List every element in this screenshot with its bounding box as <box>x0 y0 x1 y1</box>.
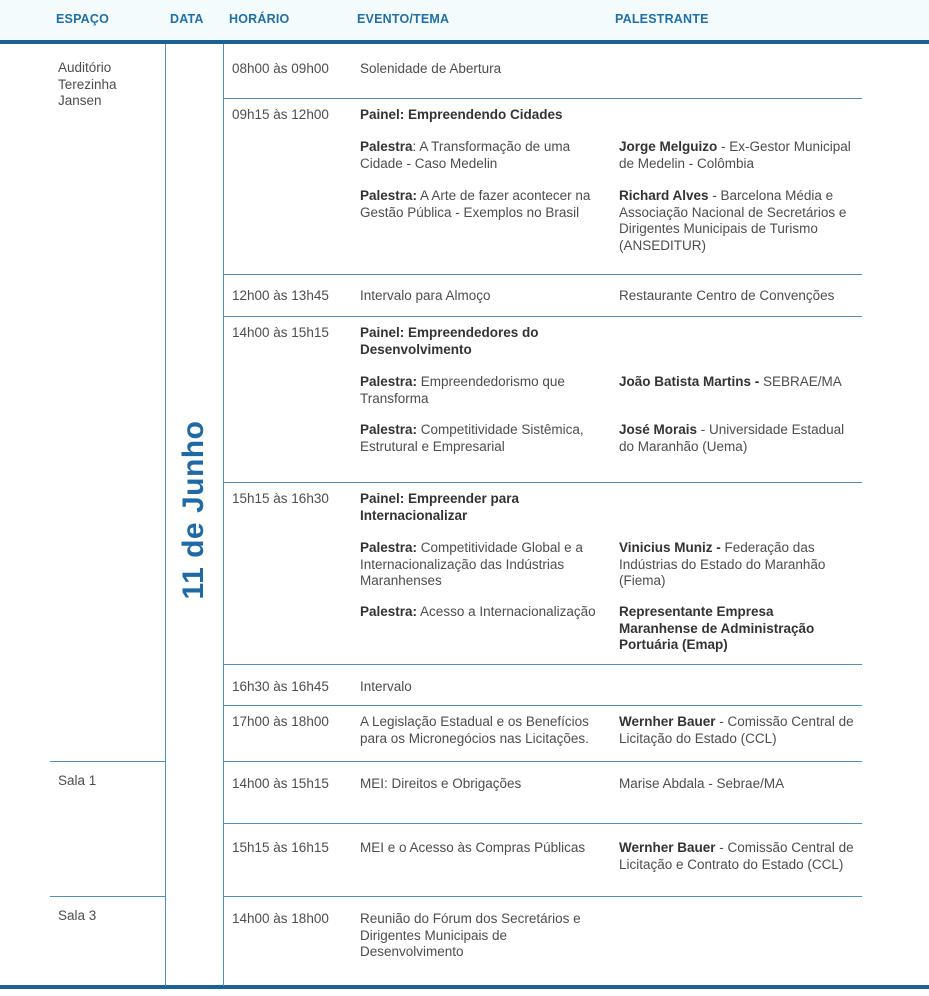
talk-speaker <box>619 422 859 455</box>
panel-title: Painel: Empreender para Internacionalizar <box>360 491 520 523</box>
talk-text: Competitividade Sistêmica, Estrutural e Empresarial <box>360 422 584 454</box>
row-time: 12h00 às 13h45 <box>232 288 329 303</box>
header-palestrante: PALESTRANTE <box>615 12 709 26</box>
talk-prefix: Palestra: <box>360 540 418 555</box>
speaker-affiliation: - Universidade Estadual do Maranhão (Uema) <box>619 422 845 454</box>
row-title: Intervalo para Almoço <box>360 288 491 303</box>
row-divider <box>223 274 862 275</box>
row-divider <box>223 896 862 897</box>
row-divider <box>223 664 862 665</box>
speaker-name: Wernher Bauer <box>619 714 716 729</box>
talk-speaker <box>619 139 859 172</box>
row-divider <box>223 316 862 317</box>
footer-rule <box>0 985 929 989</box>
talk-prefix: Palestra: <box>360 604 418 619</box>
row-divider <box>223 482 862 483</box>
date-label: 11 de Junho <box>177 420 210 600</box>
talk-speaker <box>619 540 859 590</box>
space-divider <box>50 761 165 762</box>
talk-text: Competitividade Global e a Internacionalização das Indústrias Maranhenses <box>360 540 583 588</box>
talk-title <box>360 540 605 590</box>
speaker-name: José Morais <box>619 422 698 437</box>
row-divider <box>223 823 862 824</box>
row-title: MEI e o Acesso às Compras Públicas <box>360 840 586 855</box>
row-title: MEI: Direitos e Obrigações <box>360 776 522 791</box>
speaker-affiliation: - Ex-Gestor Municipal de Medelin - Colômbia <box>619 139 851 171</box>
talk-prefix: Palestra: <box>360 188 418 203</box>
row-title: Intervalo <box>360 679 412 694</box>
header-evento: EVENTO/TEMA <box>357 12 450 26</box>
talk-speaker <box>619 188 859 254</box>
speaker-affiliation: Federação das Indústrias do Estado do Maranhão (Fiema) <box>619 540 826 588</box>
row-title: Reunião do Fórum dos Secretários e Dirigentes Municipais de Desenvolvimento <box>360 911 581 959</box>
speaker-name: Vinicius Muniz - <box>619 540 721 555</box>
space-sala-3: Sala 3 <box>58 908 97 923</box>
talk-prefix: Palestra: <box>360 374 418 389</box>
talk-text: A Transformação de uma Cidade - Caso Medelin <box>360 139 571 171</box>
row-title: A Legislação Estadual e os Benefícios para os Micronegócios nas Licitações. <box>360 714 589 746</box>
talk-prefix-sep: : <box>412 139 417 154</box>
row-speaker <box>619 840 859 873</box>
date-column-left-border <box>165 44 166 986</box>
row-time: 15h15 às 16h15 <box>232 840 329 855</box>
row-divider <box>223 705 862 706</box>
date-column-right-border <box>223 44 224 986</box>
header-rule <box>0 40 929 44</box>
speaker-affiliation: - Barcelona Média e Associação Nacional de Secretários e Dirigentes Municipais de Turismo (ANSEDITUR) <box>619 188 847 253</box>
row-time: 08h00 às 09h00 <box>232 61 329 76</box>
row-time: 09h15 às 12h00 <box>232 107 329 122</box>
speaker-affiliation: SEBRAE/MA <box>759 374 842 389</box>
talk-speaker <box>619 604 834 654</box>
row-time: 17h00 às 18h00 <box>232 714 329 729</box>
talk-prefix: Palestra: <box>360 422 418 437</box>
talk-text: Empreendedorismo que Transforma <box>360 374 565 406</box>
talk-title <box>360 374 600 407</box>
space-sala-1: Sala 1 <box>58 773 97 788</box>
row-speaker <box>619 714 859 747</box>
header-data: DATA <box>170 12 204 26</box>
header-espaco: ESPAÇO <box>56 12 110 26</box>
space-divider <box>50 896 165 897</box>
speaker-affiliation: - Comissão Central de Licitação do Estado (CCL) <box>619 714 854 746</box>
row-speaker: Restaurante Centro de Convenções <box>619 288 835 303</box>
header-horario: HORÁRIO <box>229 12 290 26</box>
talk-title <box>360 188 610 221</box>
talk-text: A Arte de fazer acontecer na Gestão Pública - Exemplos no Brasil <box>360 188 591 220</box>
row-time: 16h30 às 16h45 <box>232 679 329 694</box>
panel-title: Painel: Empreendendo Cidades <box>360 107 563 122</box>
speaker-affiliation: - Comissão Central de Licitação e Contrato do Estado (CCL) <box>619 840 854 872</box>
speaker-name: Richard Alves <box>619 188 709 203</box>
panel-title: Painel: Empreendedores do Desenvolvimento <box>360 325 539 357</box>
row-time: 14h00 às 15h15 <box>232 776 329 791</box>
talk-speaker <box>619 374 859 391</box>
talk-title <box>360 139 605 172</box>
row-time: 14h00 às 18h00 <box>232 911 329 926</box>
row-divider <box>223 98 862 99</box>
talk-prefix: Palestra <box>360 139 413 154</box>
row-time: 15h15 às 16h30 <box>232 491 329 506</box>
talk-text: Acesso a Internacionalização <box>417 604 596 619</box>
space-auditorio: Auditório Terezinha Jansen <box>58 60 117 108</box>
talk-title <box>360 422 605 455</box>
speaker-name: Representante Empresa Maranhense de Administração Portuária (Emap) <box>619 604 815 652</box>
row-divider <box>223 761 862 762</box>
speaker-name: João Batista Martins - <box>619 374 760 389</box>
row-speaker: Marise Abdala - Sebrae/MA <box>619 776 785 791</box>
talk-title <box>360 604 610 621</box>
header-bar <box>0 0 929 40</box>
speaker-name: Wernher Bauer <box>619 840 716 855</box>
row-time: 14h00 às 15h15 <box>232 325 329 340</box>
row-title: Solenidade de Abertura <box>360 61 502 76</box>
speaker-name: Jorge Melguizo <box>619 139 718 154</box>
